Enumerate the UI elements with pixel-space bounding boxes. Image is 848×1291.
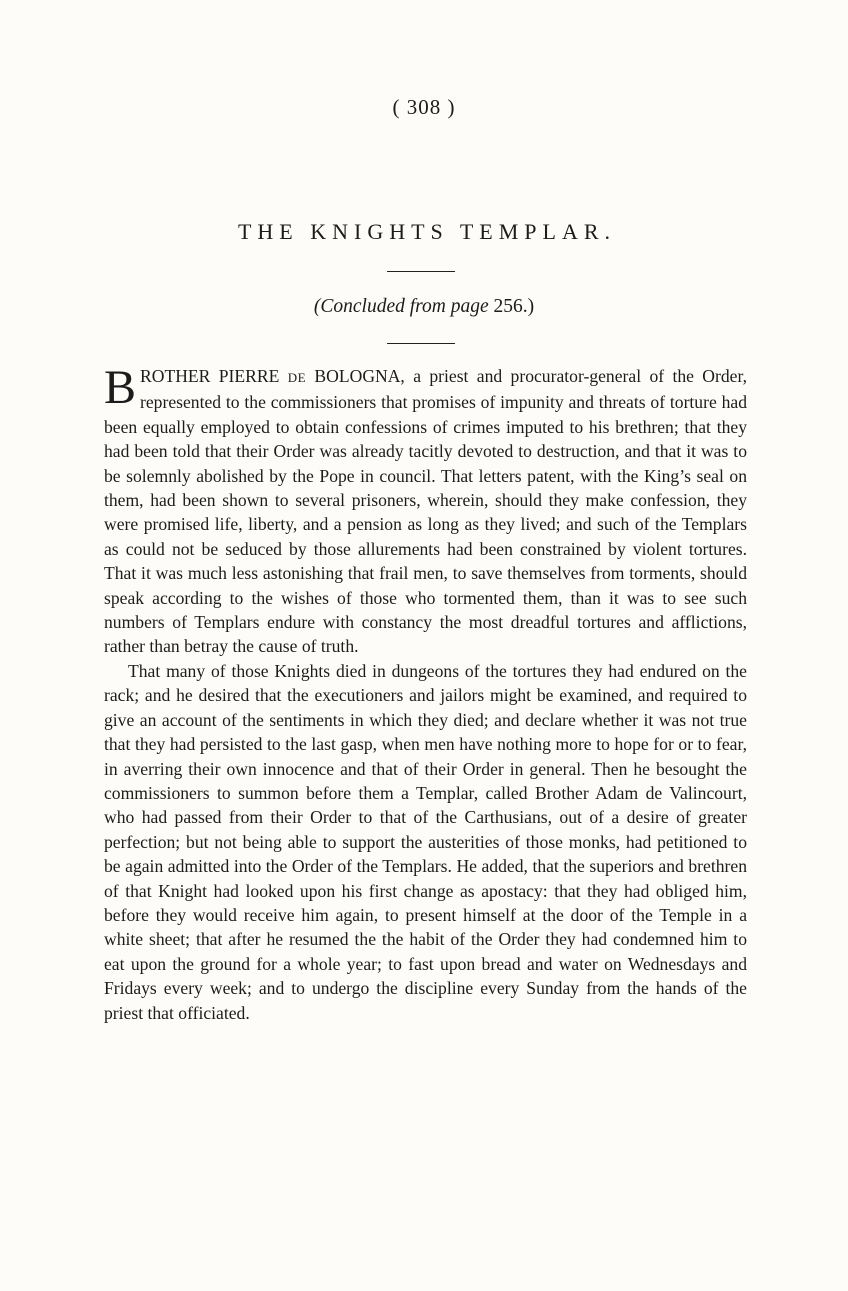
- lead-name-2: BOLOGNA,: [314, 366, 405, 386]
- article-body: [104, 361, 748, 1025]
- lead-de: DE: [287, 370, 307, 385]
- subtitle-prefix: (Concluded from page: [313, 296, 489, 317]
- subtitle-page: 256.): [493, 296, 535, 317]
- title-rule-bottom: [387, 343, 455, 344]
- article-title: THE KNIGHTS TEMPLAR.: [237, 219, 617, 244]
- paragraph-2: That many of those Knights died in dungeons of the tortures they had endured on the rack; and he desired that the executioners and jailors might be examined, and required to give an account of the sentiments in which they died; and declare whether it was not true that they had persisted to the last gasp, when men have nothing more to hope for or to fear, in averring their own innocence and that of their Order in general. Then he besought the commissioners to summon before them a Templar, called Brother Adam de Valincourt, who had passed from their Order to that of the Carthusians, out of a desire of greater perfection; but not being able to support the austerities of those monks, had petitioned to be again admitted into the Order of the Templars. He added, that the superiors and brethren of that Knight had looked upon his first change as apostacy: that they had obliged him, before they would receive him again, to present himself at the door of the Temple in a white sheet; that after he resumed the the habit of the Order they had condemned him to eat upon the ground for a whole year; to fast upon bread and water on Wednesdays and Fridays every week; and to undergo the discipline every Sunday from the hands of the priest that officiated.: [104, 660, 747, 1023]
- lead-name: ROTHER PIERRE: [140, 366, 280, 386]
- paragraph-1-text: a priest and procurator-general of the Order, represented to the commissioners that promises of impunity and threats of torture had been equally employed to obtain confessions of crimes imputed to his brethren; that they had been told that their Order was already tacitly devoted to destruction, and that it was to be solemnly abolished by the Pope in council. That letters patent, with the King’s seal on them, had been shown to several prisoners, wherein, should they make confession, they were promised life, liberty, and a pension as long as they lived; and such of the Templars as could not be seduced by those allurements had been constrained by violent tortures. That it was much less astonishing that frail men, to save themselves from torments, should speak according to the wishes of those who tormented them, than it was to see such numbers of Templars endure with constancy the most dreadful tortures and afflictions, rather than betray the cause of truth.: [104, 366, 748, 657]
- paragraph-1: [104, 361, 748, 659]
- page-number: ( 308 ): [392, 95, 456, 119]
- drop-cap: B: [104, 361, 137, 414]
- article-subtitle: [0, 296, 848, 318]
- title-rule-top: [387, 271, 455, 272]
